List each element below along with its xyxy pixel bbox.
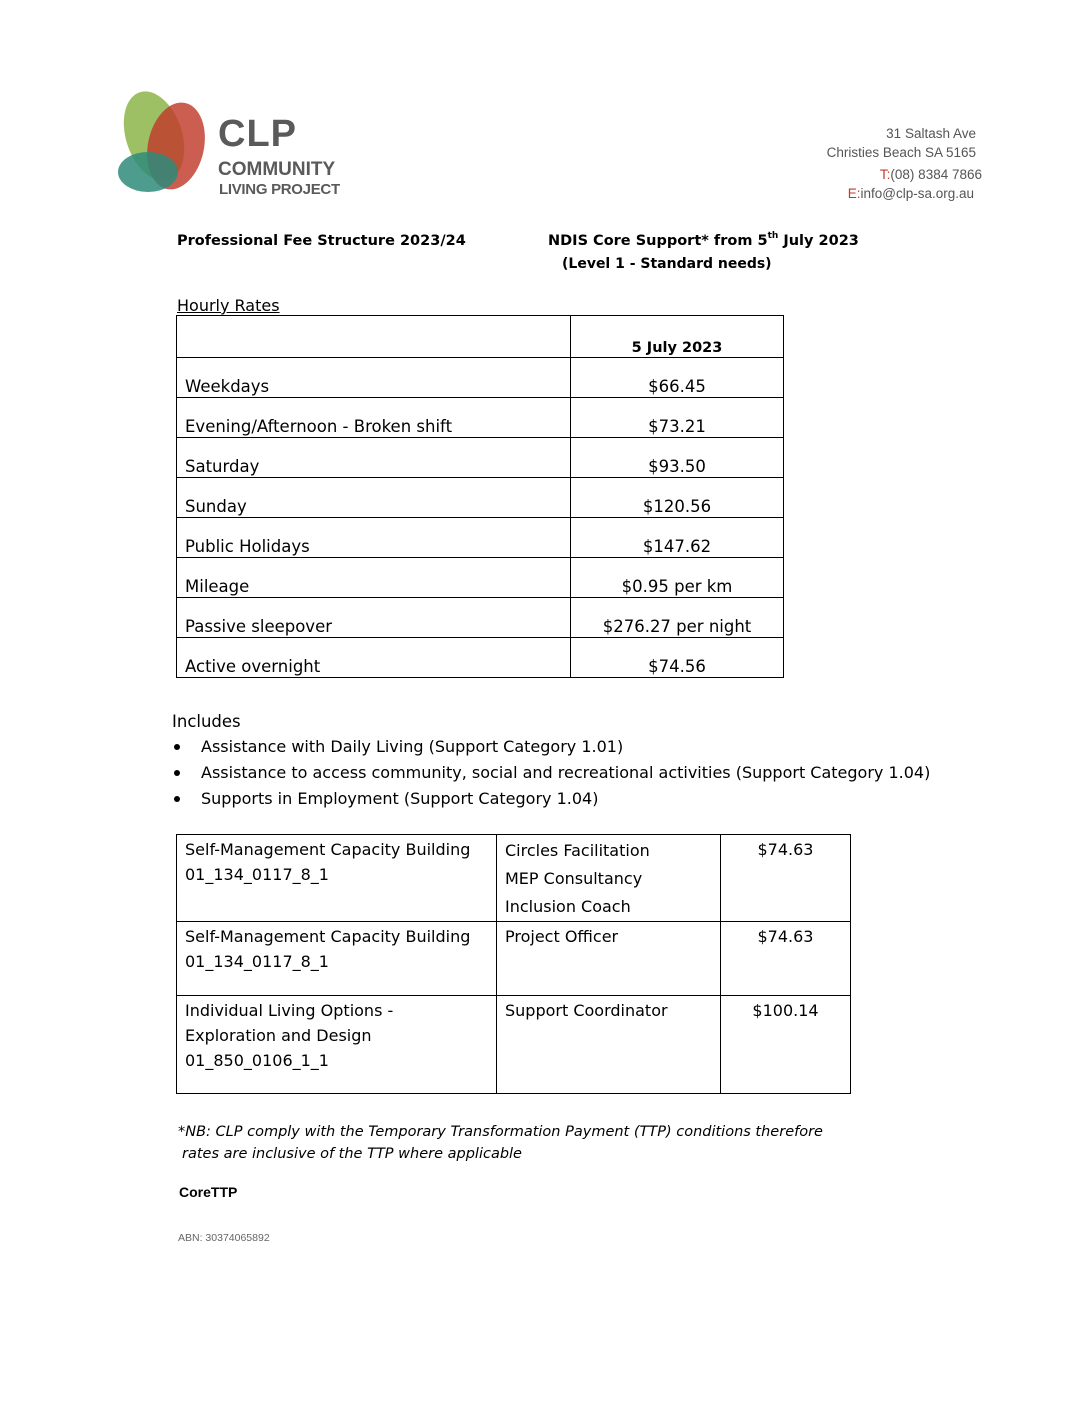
table-row xyxy=(177,358,784,398)
role-name: MEP Consultancy xyxy=(505,869,643,888)
rate-label: Sunday xyxy=(177,478,571,518)
level-subtitle: (Level 1 - Standard needs) xyxy=(562,256,772,272)
support-item-cell xyxy=(177,996,497,1094)
support-item-code: 01_134_0117_8_1 xyxy=(185,952,329,971)
rate-label: Public Holidays xyxy=(177,518,571,558)
clp-logo-icon xyxy=(114,86,234,200)
logo-line2: LIVING PROJECT xyxy=(219,181,340,198)
rate-label: Saturday xyxy=(177,438,571,478)
support-item-name: Self-Management Capacity Building xyxy=(185,927,471,946)
rate-label: Weekdays xyxy=(177,358,571,398)
rate-cell: $74.63 xyxy=(721,922,851,996)
hourly-rates-table xyxy=(176,315,784,678)
table-row xyxy=(177,835,851,922)
table-row xyxy=(177,518,784,558)
rate-cell: $74.63 xyxy=(721,835,851,922)
support-item-cell xyxy=(177,835,497,922)
support-item-cell xyxy=(177,922,497,996)
includes-label: Includes xyxy=(172,712,241,731)
table-row xyxy=(177,398,784,438)
core-ttp-code: CoreTTP xyxy=(179,1184,238,1200)
table-row xyxy=(177,996,851,1094)
hourly-rates-heading: Hourly Rates xyxy=(177,296,280,315)
support-item-name: Self-Management Capacity Building xyxy=(185,840,471,859)
rate-cell: $100.14 xyxy=(721,996,851,1094)
ttp-note-line1: *NB: CLP comply with the Temporary Transformation Payment (TTP) conditions therefore xyxy=(178,1124,823,1140)
address-street: 31 Saltash Ave xyxy=(886,126,976,141)
address-email xyxy=(848,187,974,201)
rate-label: Passive sleepover xyxy=(177,598,571,638)
role-name: Inclusion Coach xyxy=(505,897,631,916)
rate-value: $74.56 xyxy=(571,638,784,678)
email-label: E: xyxy=(847,186,861,201)
rate-value: $120.56 xyxy=(571,478,784,518)
table-row xyxy=(177,478,784,518)
roles-cell xyxy=(497,922,721,996)
rate-value: $0.95 per km xyxy=(571,558,784,598)
role-name: Support Coordinator xyxy=(505,1001,668,1020)
support-item-name: Individual Living Options - xyxy=(185,1001,394,1020)
table-row xyxy=(177,558,784,598)
ndis-title-suffix: July 2023 xyxy=(778,233,859,249)
table-header-blank xyxy=(177,316,571,358)
logo-brand-text: CLP xyxy=(218,113,297,155)
support-item-code: 01_850_0106_1_1 xyxy=(185,1051,329,1070)
table-row xyxy=(177,638,784,678)
logo-line1: COMMUNITY xyxy=(218,159,336,180)
list-item: Assistance with Daily Living (Support Category 1.01) xyxy=(172,737,930,763)
address-city: Christies Beach SA 5165 xyxy=(826,145,976,160)
rate-value: $93.50 xyxy=(571,438,784,478)
roles-cell xyxy=(497,996,721,1094)
rate-value: $73.21 xyxy=(571,398,784,438)
rate-label: Active overnight xyxy=(177,638,571,678)
phone-label: T: xyxy=(879,167,891,182)
list-item: Assistance to access community, social and recreational activities (Support Category 1.04) xyxy=(172,763,930,789)
abn-number: ABN: 30374065892 xyxy=(178,1232,270,1244)
role-name: Project Officer xyxy=(505,927,619,946)
rate-value: $66.45 xyxy=(571,358,784,398)
table-column-header: 5 July 2023 xyxy=(571,316,784,358)
rate-value: $147.62 xyxy=(571,518,784,558)
support-item-name: Exploration and Design xyxy=(185,1026,372,1045)
phone-number: (08) 8384 7866 xyxy=(890,167,982,182)
rate-label: Evening/Afternoon - Broken shift xyxy=(177,398,571,438)
ndis-title-sup: th xyxy=(767,231,779,241)
ndis-core-title xyxy=(548,231,859,249)
support-item-code: 01_134_0117_8_1 xyxy=(185,865,329,884)
rate-value: $276.27 per night xyxy=(571,598,784,638)
table-row xyxy=(177,438,784,478)
fee-structure-title: Professional Fee Structure 2023/24 xyxy=(177,233,466,249)
table-row xyxy=(177,922,851,996)
list-item: Supports in Employment (Support Category 1.04) xyxy=(172,789,930,815)
email-address: info@clp-sa.org.au xyxy=(860,186,974,201)
roles-cell xyxy=(497,835,721,922)
address-phone xyxy=(880,168,982,182)
ttp-note xyxy=(178,1121,878,1165)
ttp-note-line2: rates are inclusive of the TTP where applicable xyxy=(182,1146,522,1162)
ndis-title-prefix: NDIS Core Support* from 5 xyxy=(548,233,768,249)
capacity-building-table xyxy=(176,834,851,1094)
table-header-row xyxy=(177,316,784,358)
table-row xyxy=(177,598,784,638)
role-name: Circles Facilitation xyxy=(505,841,650,860)
includes-list xyxy=(172,737,930,815)
rate-label: Mileage xyxy=(177,558,571,598)
